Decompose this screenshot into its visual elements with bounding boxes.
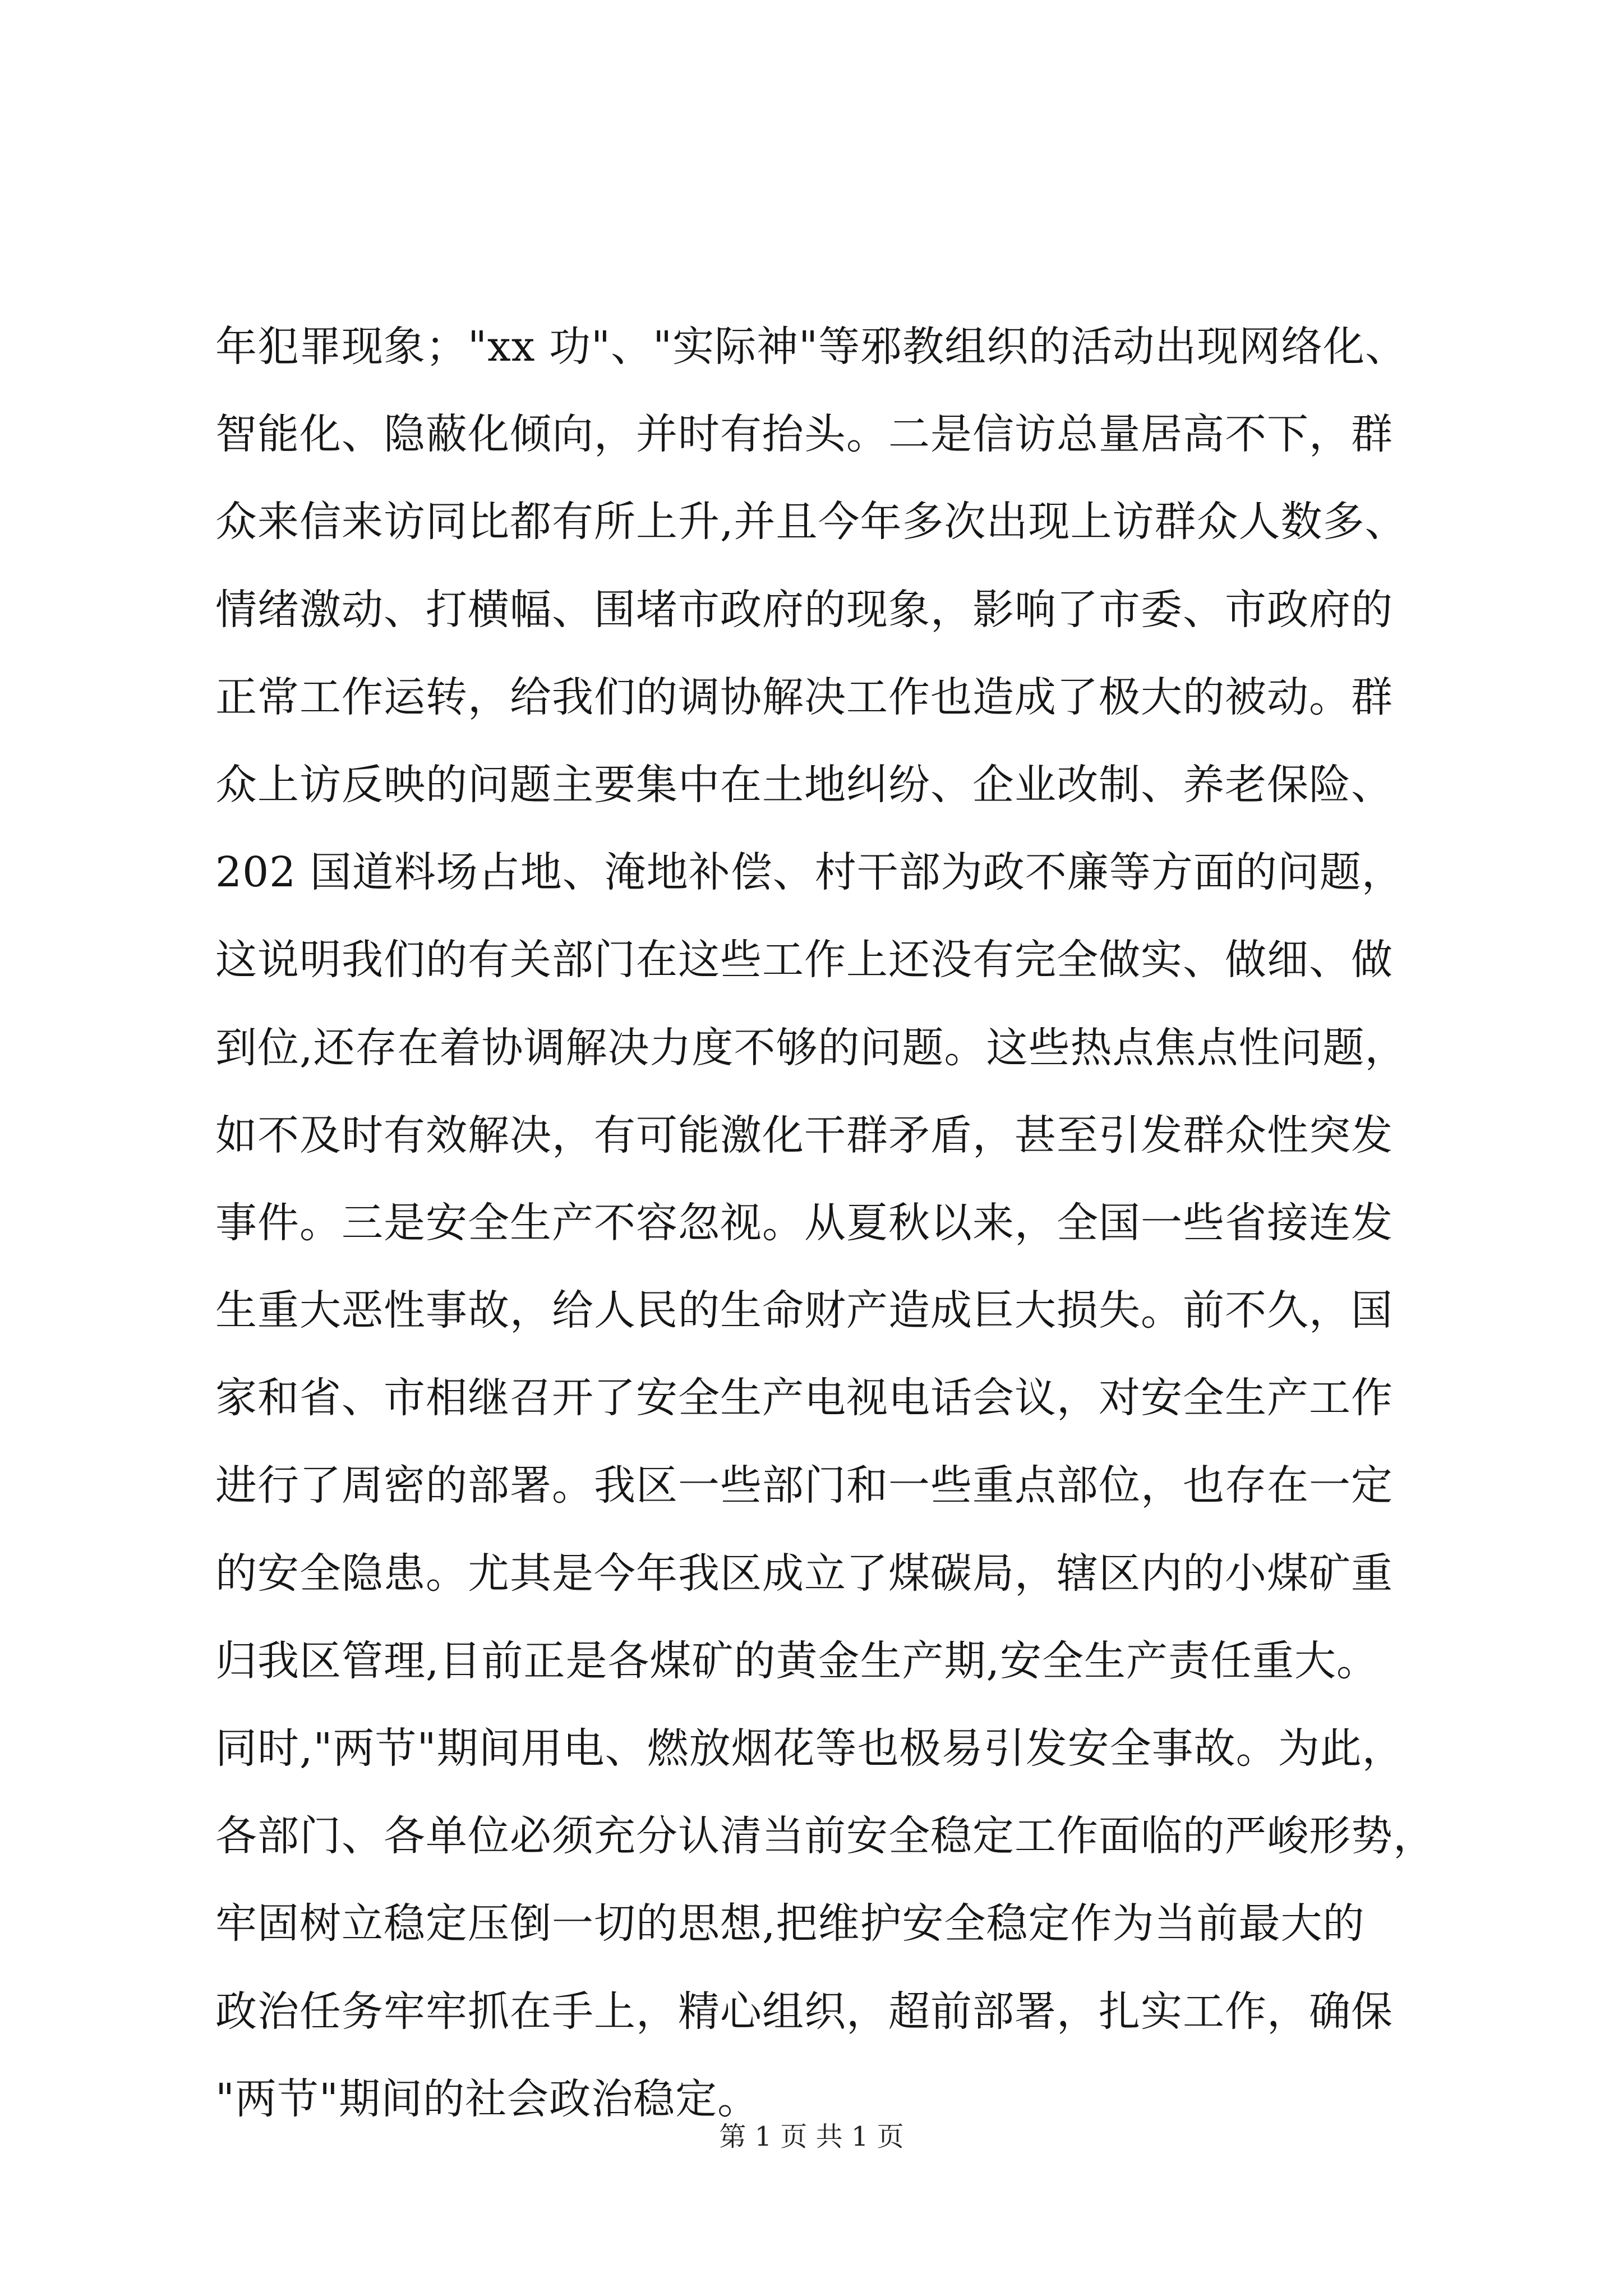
body-paragraph	[215, 303, 1505, 2143]
text-line: 归我区管理,目前正是各煤矿的黄金生产期,安全生产责任重大。	[215, 1636, 1379, 1685]
text-line: "两节"期间的社会政治稳定。	[215, 2074, 760, 2123]
text-line: 正常工作运转，给我们的调协解决工作也造成了极大的被动。群	[215, 673, 1393, 721]
text-line: 智能化、隐蔽化倾向，并时有抬头。二是信访总量居高不下，群	[215, 410, 1393, 459]
text-line: 同时,"两节"期间用电、燃放烟花等也极易引发安全事故。为此，	[215, 1724, 1404, 1773]
page-footer: 第 1 页 共 1 页	[719, 2121, 904, 2152]
text-line: 众上访反映的问题主要集中在土地纠纷、企业改制、养老保险、	[215, 760, 1393, 809]
text-line: 家和省、市相继召开了安全生产电视电话会议，对安全生产工作	[215, 1374, 1393, 1423]
text-line: 生重大恶性事故，给人民的生命财产造成巨大损失。前不久，国	[215, 1286, 1393, 1335]
text-line: 牢固树立稳定压倒一切的思想,把维护安全稳定作为当前最大的	[215, 1899, 1365, 1948]
text-line: 年犯罪现象；"xx 功"、"实际神"等邪教组织的活动出现网络化、	[215, 323, 1408, 371]
text-line: 的安全隐患。尤其是今年我区成立了煤碳局，辖区内的小煤矿重	[215, 1549, 1393, 1598]
text-line: 这说明我们的有关部门在这些工作上还没有完全做实、做细、做	[215, 936, 1393, 984]
text-line: 政治任务牢牢抓在手上，精心组织，超前部署，扎实工作，确保	[215, 1987, 1393, 2036]
text-line: 如不及时有效解决，有可能激化干群矛盾，甚至引发群众性突发	[215, 1111, 1393, 1159]
text-line: 众来信来访同比都有所上升,并且今年多次出现上访群众人数多、	[215, 498, 1407, 546]
text-line: 进行了周密的部署。我区一些部门和一些重点部位，也存在一定	[215, 1461, 1393, 1510]
text-line: 事件。三是安全生产不容忽视。从夏秋以来，全国一些省接连发	[215, 1198, 1393, 1247]
text-line: 情绪激动、打横幅、围堵市政府的现象，影响了市委、市政府的	[215, 585, 1393, 634]
text-line: 各部门、各单位必须充分认清当前安全稳定工作面临的严峻形势，	[215, 1812, 1435, 1861]
text-line: 202 国道料场占地、淹地补偿、村干部为政不廉等方面的问题，	[215, 848, 1404, 897]
text-line: 到位,还存在着协调解决力度不够的问题。这些热点焦点性问题，	[215, 1023, 1407, 1072]
